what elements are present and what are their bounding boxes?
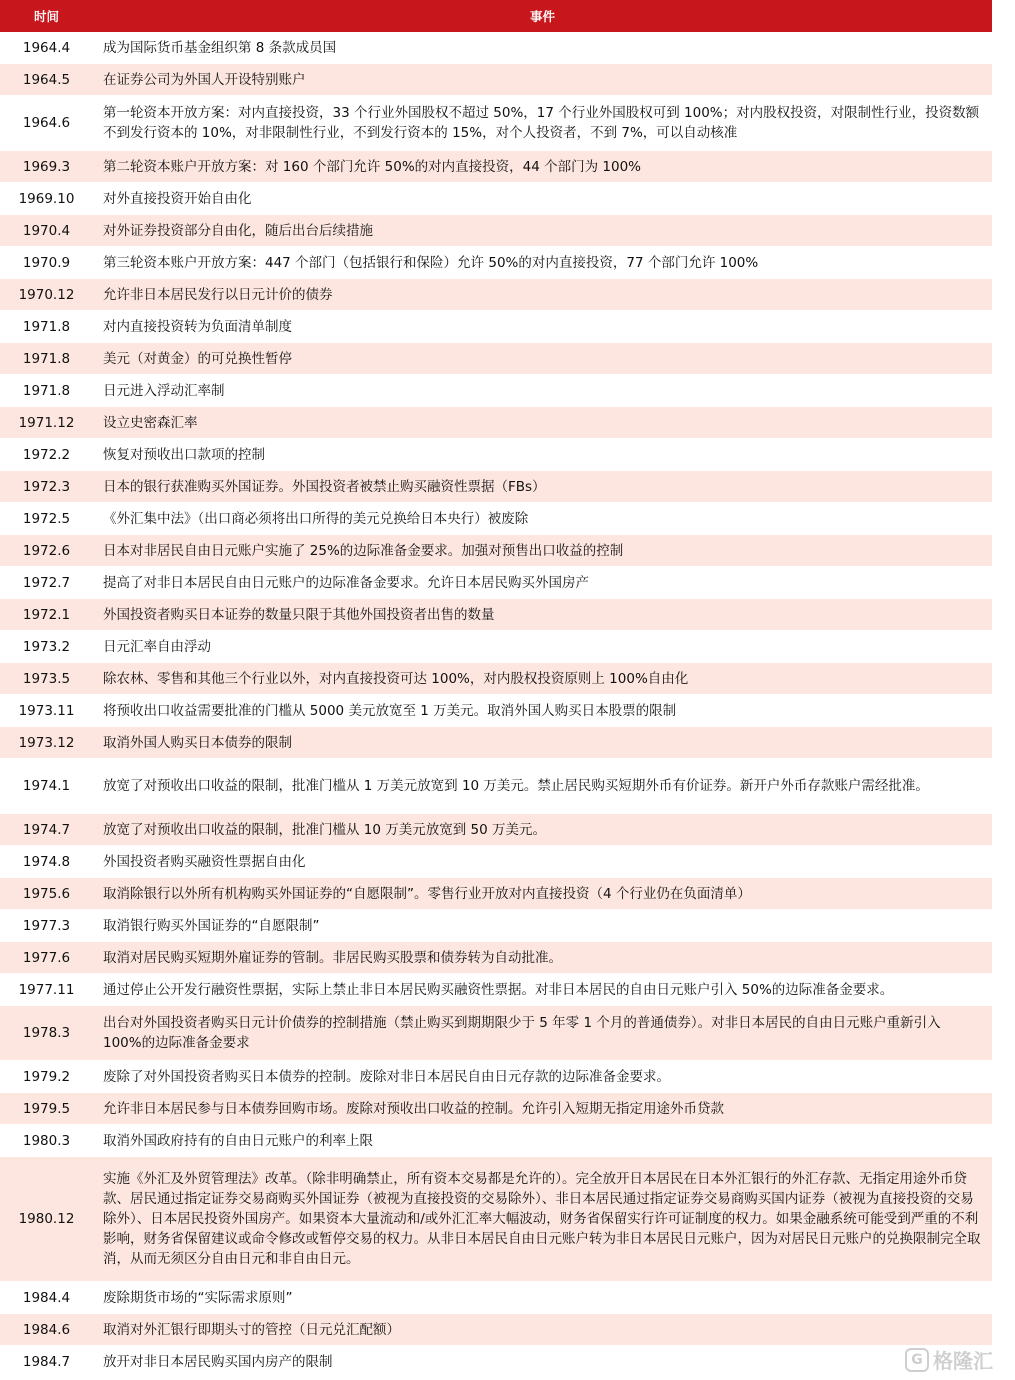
table-row (0, 215, 992, 247)
table-row (0, 663, 992, 695)
table-header (0, 0, 992, 32)
row-event: 第二轮资本账户开放方案：对 160 个部门允许 50%的对内直接投资，44 个部门为 100% (103, 158, 642, 175)
table-row (0, 878, 992, 910)
row-date: 1977.3 (22, 917, 71, 934)
row-event: 《外汇集中法》（出口商必须将出口所得的美元兑换给日本央行）被废除 (103, 510, 529, 527)
row-event: 取消对外汇银行即期头寸的管控（日元兑汇配额） (103, 1321, 400, 1338)
row-event: 允许非日本居民参与日本债券回购市场。废除对预收出口收益的控制。允许引入短期无指定用途外币贷款 (103, 1100, 724, 1117)
watermark-text: 格隆汇 (933, 1349, 993, 1373)
row-date: 1971.8 (22, 318, 71, 335)
table-row (0, 1346, 992, 1378)
row-date: 1972.7 (22, 574, 71, 591)
row-date: 1971.8 (22, 382, 71, 399)
table-row (0, 1314, 992, 1346)
row-event: 允许非日本居民发行以日元计价的债券 (103, 286, 333, 303)
table-row (0, 727, 992, 759)
table-row (0, 1006, 992, 1061)
row-date: 1973.2 (22, 638, 71, 655)
table-row (0, 503, 992, 535)
row-date: 1972.2 (22, 446, 71, 463)
row-date: 1984.7 (22, 1353, 71, 1370)
table-row (0, 183, 992, 215)
row-event: 第一轮资本开放方案：对内直接投资，33 个行业外国股权不超过 50%，17 个行业外国股权可到 100%；对内股权投资，对限制性行业，投资数额不到发行资本的 10%，对非限制性行业，不到发行资本的 15%，对个人投资者，不到 7%，可以自动核准 (103, 105, 980, 141)
row-event: 通过停止公开发行融资性票据，实际上禁止非日本居民购买融资性票据。对非日本居民的自由日元账户引入 50%的边际准备金要求。 (103, 981, 894, 998)
table-row (0, 375, 992, 407)
row-event: 实施《外汇及外贸管理法》改革。（除非明确禁止，所有资本交易都是允许的）。完全放开日本居民在日本外汇银行的外汇存款、无指定用途外币贷款、居民通过指定证券交易商购买外国证券（被视为直接投资的交易除外）、非日本居民通过指定证券交易商购买国内证券（被视为直接投资的交易除外）、日本居民投资外国房产。如果资本大量流动和/或外汇汇率大幅波动，财务省保留实行许可证制度的权力。如果金融系统可能受到严重的不利影响，财务省保留建议或命令修改或暂停交易的权力。从非日本居民自由日元账户转为非日本居民日元账户，因为对居民日元账户的兑换限制完全取消，从而无须区分自由日元和非自由日元。 (103, 1171, 981, 1267)
table-row (0, 846, 992, 878)
row-date: 1972.1 (22, 606, 71, 623)
row-date: 1979.5 (22, 1100, 71, 1117)
row-event: 对外直接投资开始自由化 (103, 190, 252, 207)
row-date: 1973.5 (22, 670, 71, 687)
row-event: 日本的银行获准购买外国证券。外国投资者被禁止购买融资性票据（FBs） (103, 478, 546, 495)
table-row (0, 942, 992, 974)
row-date: 1975.6 (22, 885, 71, 902)
row-event: 将预收出口收益需要批准的门槛从 5000 美元放宽至 1 万美元。取消外国人购买日本股票的限制 (103, 702, 677, 719)
table-row (0, 247, 992, 279)
row-date: 1971.8 (22, 350, 71, 367)
row-date: 1970.9 (22, 254, 71, 271)
table-row (0, 814, 992, 846)
row-event: 成为国际货币基金组织第 8 条款成员国 (103, 39, 337, 56)
row-event: 设立史密森汇率 (103, 414, 198, 431)
table-row (0, 910, 992, 942)
table-row (0, 471, 992, 503)
header-date: 时间 (33, 9, 59, 24)
row-date: 1974.8 (22, 853, 71, 870)
table-row (0, 151, 992, 183)
row-event: 恢复对预收出口款项的控制 (103, 446, 265, 463)
row-event: 放开对非日本居民购买国内房产的限制 (103, 1353, 333, 1370)
table-row (0, 1125, 992, 1157)
table-row (0, 695, 992, 727)
row-date: 1977.11 (18, 981, 75, 998)
table-row (0, 535, 992, 567)
row-event: 取消银行购买外国证券的“自愿限制” (103, 917, 320, 934)
row-date: 1980.12 (18, 1211, 75, 1227)
row-date: 1964.4 (22, 39, 71, 56)
row-date: 1970.4 (22, 222, 71, 239)
row-date: 1974.1 (22, 778, 71, 794)
row-date: 1971.12 (18, 414, 75, 431)
table-row (0, 631, 992, 663)
row-event: 对内直接投资转为负面清单制度 (103, 318, 292, 335)
row-event: 日元进入浮动汇率制 (103, 382, 225, 399)
table-row (0, 1157, 992, 1282)
row-date: 1979.2 (22, 1068, 71, 1085)
table-row (0, 1093, 992, 1125)
table-row (0, 279, 992, 311)
table-row (0, 407, 992, 439)
row-date: 1978.3 (22, 1025, 71, 1041)
row-event: 废除了对外国投资者购买日本债券的控制。废除对非日本居民自由日元存款的边际准备金要求。 (103, 1068, 670, 1085)
row-event: 废除期货市场的“实际需求原则” (103, 1289, 293, 1306)
row-date: 1969.3 (22, 158, 71, 175)
row-date: 1972.6 (22, 542, 71, 559)
row-date: 1972.5 (22, 510, 71, 527)
row-date: 1973.11 (18, 702, 75, 719)
table-row (0, 439, 992, 471)
glh-logo-icon: G (905, 1348, 929, 1372)
table-row (0, 759, 992, 814)
row-event: 第三轮资本账户开放方案：447 个部门（包括银行和保险）允许 50%的对内直接投资，77 个部门允许 100% (103, 254, 759, 271)
row-event: 对外证券投资部分自由化，随后出台后续措施 (103, 222, 373, 239)
table-row (0, 32, 992, 64)
row-date: 1964.5 (22, 71, 71, 88)
row-event: 放宽了对预收出口收益的限制，批准门槛从 1 万美元放宽到 10 万美元。禁止居民购买短期外币有价证券。新开户外币存款账户需经批准。 (103, 778, 929, 794)
table-row (0, 1282, 992, 1314)
row-event: 日元汇率自由浮动 (103, 638, 211, 655)
row-date: 1970.12 (18, 286, 75, 303)
row-event: 提高了对非日本居民自由日元账户的边际准备金要求。允许日本居民购买外国房产 (103, 574, 589, 591)
row-date: 1969.10 (18, 190, 75, 207)
row-date: 1974.7 (22, 821, 71, 838)
row-event: 日本对非居民自由日元账户实施了 25%的边际准备金要求。加强对预售出口收益的控制 (103, 542, 624, 559)
row-event: 外国投资者购买融资性票据自由化 (103, 853, 306, 870)
row-date: 1964.6 (22, 115, 71, 131)
table-row (0, 1061, 992, 1093)
row-event: 除农林、零售和其他三个行业以外，对内直接投资可达 100%，对内股权投资原则上 100%自由化 (103, 670, 689, 687)
row-date: 1977.6 (22, 949, 71, 966)
row-date: 1984.6 (22, 1321, 71, 1338)
row-event: 取消外国人购买日本债券的限制 (103, 734, 292, 751)
table-body (0, 32, 992, 1378)
row-event: 在证券公司为外国人开设特别账户 (103, 71, 306, 88)
row-event: 取消除银行以外所有机构购买外国证券的“自愿限制”。零售行业开放对内直接投资（4 个行业仍在负面清单） (103, 885, 751, 902)
row-date: 1984.4 (22, 1289, 71, 1306)
row-event: 放宽了对预收出口收益的限制，批准门槛从 10 万美元放宽到 50 万美元。 (103, 821, 547, 838)
row-event: 取消外国政府持有的自由日元账户的利率上限 (103, 1132, 373, 1149)
table-row (0, 567, 992, 599)
row-date: 1980.3 (22, 1132, 71, 1149)
table-row (0, 974, 992, 1006)
table-row (0, 599, 992, 631)
table-row (0, 311, 992, 343)
table-row (0, 343, 992, 375)
row-date: 1972.3 (22, 478, 71, 495)
row-date: 1973.12 (18, 734, 75, 751)
row-event: 美元（对黄金）的可兑换性暂停 (103, 350, 292, 367)
table-row (0, 96, 992, 151)
row-event: 外国投资者购买日本证券的数量只限于其他外国投资者出售的数量 (103, 606, 495, 623)
table-row (0, 64, 992, 96)
watermark-logo (905, 1345, 993, 1374)
row-event: 出台对外国投资者购买日元计价债券的控制措施（禁止购买到期期限少于 5 年零 1 个月的普通债券）。对非日本居民的自由日元账户重新引入 100%的边际准备金要求 (103, 1015, 941, 1051)
header-event: 事件 (529, 9, 555, 24)
row-event: 取消对居民购买短期外雇证券的管制。非居民购买股票和债券转为自动批准。 (103, 949, 562, 966)
